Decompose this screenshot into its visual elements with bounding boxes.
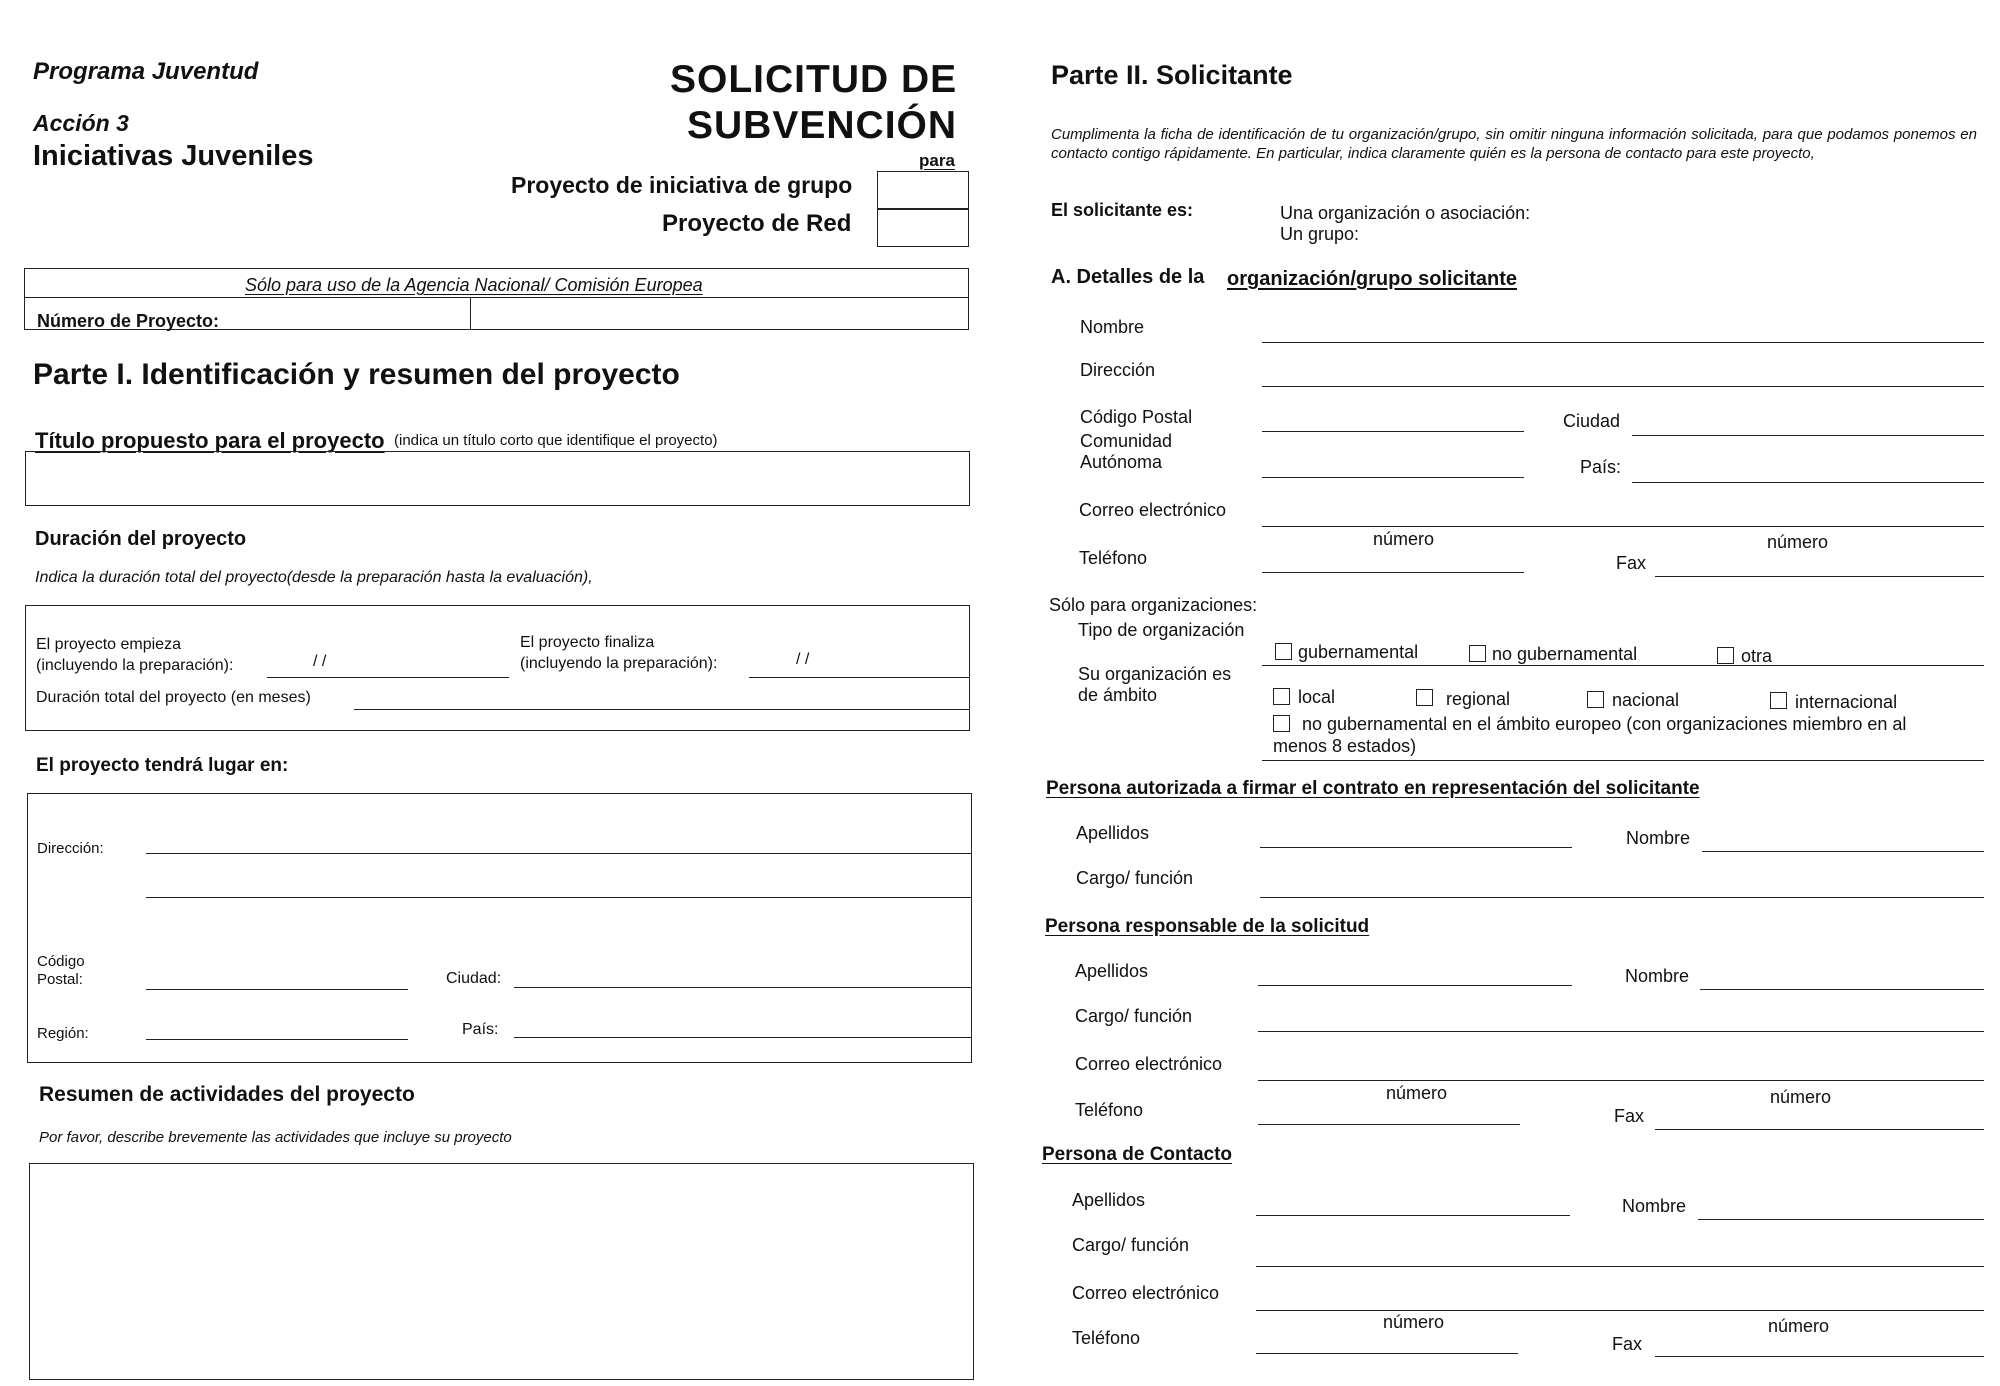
duration-hint: Indica la duración total del proyecto(desde la preparación hasta la evaluación), <box>35 569 593 586</box>
responsible-phone-number-label: número <box>1386 1083 1448 1103</box>
applicant-group-option: Un grupo: <box>1280 224 1360 244</box>
contact-surnames-field[interactable] <box>1256 1215 1570 1216</box>
responsible-role-label: Cargo/ función <box>1075 1006 1193 1026</box>
place-address-field-1[interactable] <box>146 853 972 854</box>
starts-label-1: El proyecto empieza <box>36 636 181 653</box>
type-nongov-label: no gubernamental <box>1492 644 1638 664</box>
responsible-email-field[interactable] <box>1258 1080 1984 1081</box>
project-title-label: Título propuesto para el proyecto <box>35 428 385 453</box>
duration-title: Duración del proyecto <box>35 528 247 550</box>
responsible-fax-number-label: número <box>1770 1087 1832 1107</box>
project-red-checkbox[interactable] <box>877 208 969 247</box>
org-address-field[interactable] <box>1262 386 1984 387</box>
org-name-label: Nombre <box>1080 317 1145 337</box>
ends-label-1: El proyecto finaliza <box>520 634 655 651</box>
org-country-field[interactable] <box>1632 482 1984 483</box>
contact-role-field[interactable] <box>1256 1266 1984 1267</box>
scope-euro-checkbox[interactable] <box>1273 715 1290 732</box>
org-address-label: Dirección <box>1080 360 1156 380</box>
org-city-field[interactable] <box>1632 435 1984 436</box>
agency-use-label: Sólo para uso de la Agencia Nacional/ Comisión Europea <box>245 275 703 295</box>
scope-international-checkbox[interactable] <box>1770 692 1787 709</box>
form-title-line2: SUBVENCIÓN <box>687 104 958 147</box>
place-region-field[interactable] <box>146 1039 408 1040</box>
project-title-field[interactable] <box>25 451 970 506</box>
org-postal-field[interactable] <box>1262 431 1524 432</box>
part2-title: Parte II. Solicitante <box>1051 60 1293 90</box>
responsible-fax-label: Fax <box>1614 1106 1645 1126</box>
responsible-fax-field[interactable] <box>1655 1129 1984 1130</box>
responsible-email-label: Correo electrónico <box>1075 1054 1223 1074</box>
scope-national-label: nacional <box>1612 690 1680 710</box>
contact-phone-number-label: número <box>1383 1312 1445 1332</box>
org-type-label: Tipo de organización <box>1078 620 1245 640</box>
contact-fax-field[interactable] <box>1655 1356 1984 1357</box>
contact-phone-field[interactable] <box>1256 1353 1518 1354</box>
responsible-phone-label: Teléfono <box>1075 1100 1144 1120</box>
program-name: Programa Juventud <box>33 58 259 85</box>
org-fax-label: Fax <box>1616 553 1647 573</box>
starts-label-2: (incluyendo la preparación): <box>36 657 234 674</box>
signer-name-label: Nombre <box>1626 828 1691 848</box>
contact-fax-number-label: número <box>1768 1316 1830 1336</box>
scope-international-label: internacional <box>1795 692 1898 712</box>
scope-regional-label: regional <box>1446 689 1511 709</box>
contact-fax-label: Fax <box>1612 1334 1643 1354</box>
responsible-title: Persona responsable de la solicitud <box>1045 916 1370 937</box>
signer-surnames-field[interactable] <box>1260 847 1572 848</box>
para-label: para <box>919 151 955 170</box>
type-nongov-checkbox[interactable] <box>1469 645 1486 662</box>
place-region-label: Región: <box>37 1025 89 1042</box>
part2-intro: Cumplimenta la ficha de identificación de tu organización/grupo, sin omitir ninguna información solicitada, para que podamos ponemos en contacto contigo rápidamente. En particular, indica claramente quién es la persona de contacto para este proyecto, <box>1051 126 1977 162</box>
ends-label-2: (incluyendo la preparación): <box>520 655 718 672</box>
signer-name-field[interactable] <box>1702 851 1984 852</box>
project-number-field[interactable] <box>475 300 965 327</box>
responsible-name-label: Nombre <box>1625 966 1690 986</box>
place-country-field[interactable] <box>514 1037 972 1038</box>
total-duration-field[interactable] <box>354 709 970 710</box>
contact-name-label: Nombre <box>1622 1196 1687 1216</box>
end-date-slashes: / / <box>796 651 810 668</box>
scope-regional-checkbox[interactable] <box>1416 689 1433 706</box>
scope-label-2: de ámbito <box>1078 685 1158 705</box>
summary-field[interactable] <box>29 1163 974 1380</box>
place-city-label: Ciudad: <box>446 970 502 987</box>
org-postal-label: Código Postal <box>1080 407 1193 427</box>
org-community-label-1: Comunidad <box>1080 431 1173 451</box>
part1-title: Parte I. Identificación y resumen del proyecto <box>33 358 680 391</box>
end-date-field[interactable] <box>749 677 970 678</box>
org-city-label: Ciudad <box>1563 411 1621 431</box>
responsible-phone-field[interactable] <box>1258 1124 1520 1125</box>
responsible-surnames-field[interactable] <box>1258 985 1572 986</box>
org-community-label-2: Autónoma <box>1080 452 1163 472</box>
signer-role-label: Cargo/ función <box>1076 868 1194 888</box>
action-number: Acción 3 <box>33 110 129 136</box>
contact-title: Persona de Contacto <box>1042 1144 1233 1165</box>
scope-local-checkbox[interactable] <box>1273 688 1290 705</box>
applicant-is-label: El solicitante es: <box>1051 200 1194 220</box>
org-phone-number-label: número <box>1373 529 1435 549</box>
responsible-surnames-label: Apellidos <box>1075 961 1149 981</box>
place-country-label: País: <box>462 1021 499 1038</box>
scope-national-checkbox[interactable] <box>1587 691 1604 708</box>
signer-role-field[interactable] <box>1260 897 1984 898</box>
type-other-checkbox[interactable] <box>1717 647 1734 664</box>
project-red-label: Proyecto de Red <box>662 210 852 237</box>
responsible-name-field[interactable] <box>1700 989 1984 990</box>
contact-surnames-label: Apellidos <box>1072 1190 1146 1210</box>
signer-title: Persona autorizada a firmar el contrato en representación del solicitante <box>1046 778 1700 799</box>
contact-email-field[interactable] <box>1256 1310 1984 1311</box>
org-fax-field[interactable] <box>1655 576 1984 577</box>
start-date-field[interactable] <box>267 677 509 678</box>
scope-label-1: Su organización es <box>1078 664 1232 684</box>
place-postal-label-1: Código <box>37 953 85 970</box>
start-date-slashes: / / <box>313 653 327 670</box>
org-phone-field[interactable] <box>1262 572 1524 573</box>
project-title-hint: (indica un título corto que identifique el proyecto) <box>394 432 718 449</box>
place-title: El proyecto tendrá lugar en: <box>36 755 289 776</box>
project-group-checkbox[interactable] <box>877 171 969 210</box>
place-address-field-2[interactable] <box>146 897 972 898</box>
scope-local-label: local <box>1298 687 1336 707</box>
org-email-field[interactable] <box>1262 526 1984 527</box>
summary-hint: Por favor, describe brevemente las actividades que incluye su proyecto <box>39 1129 512 1146</box>
place-box <box>27 793 972 1063</box>
org-name-field[interactable] <box>1262 342 1984 343</box>
contact-phone-label: Teléfono <box>1072 1328 1141 1348</box>
org-community-field[interactable] <box>1262 477 1524 478</box>
applicant-org-option: Una organización o asociación: <box>1280 203 1531 223</box>
project-number-label: Número de Proyecto: <box>37 311 220 331</box>
place-address-label: Dirección: <box>37 840 104 857</box>
responsible-role-field[interactable] <box>1258 1031 1984 1032</box>
contact-email-label: Correo electrónico <box>1072 1283 1220 1303</box>
place-postal-label-2: Postal: <box>37 971 83 988</box>
contact-role-label: Cargo/ función <box>1072 1235 1190 1255</box>
section-a-title: organización/grupo solicitante <box>1227 268 1518 290</box>
initiative-name: Iniciativas Juveniles <box>33 140 314 172</box>
form-title-line1: SOLICITUD DE <box>670 58 958 101</box>
orgs-only-label: Sólo para organizaciones: <box>1049 595 1258 615</box>
org-phone-label: Teléfono <box>1079 548 1148 568</box>
type-gov-label: gubernamental <box>1298 642 1419 662</box>
place-postal-field[interactable] <box>146 989 408 990</box>
type-gov-checkbox[interactable] <box>1275 643 1292 660</box>
total-duration-label: Duración total del proyecto (en meses) <box>36 689 311 706</box>
scope-euro-label-2: menos 8 estados) <box>1273 736 1417 756</box>
signer-surnames-label: Apellidos <box>1076 823 1150 843</box>
contact-name-field[interactable] <box>1698 1219 1984 1220</box>
type-other-label: otra <box>1741 646 1773 666</box>
org-country-label: País: <box>1580 457 1622 477</box>
scope-euro-label-1: no gubernamental en el ámbito europeo (con organizaciones miembro en al <box>1302 714 1907 734</box>
org-email-label: Correo electrónico <box>1079 500 1227 520</box>
org-fax-number-label: número <box>1767 532 1829 552</box>
summary-title: Resumen de actividades del proyecto <box>39 1083 415 1106</box>
section-a-prefix: A. Detalles de la <box>1051 266 1205 288</box>
project-group-label: Proyecto de iniciativa de grupo <box>511 172 853 198</box>
place-city-field[interactable] <box>514 987 972 988</box>
